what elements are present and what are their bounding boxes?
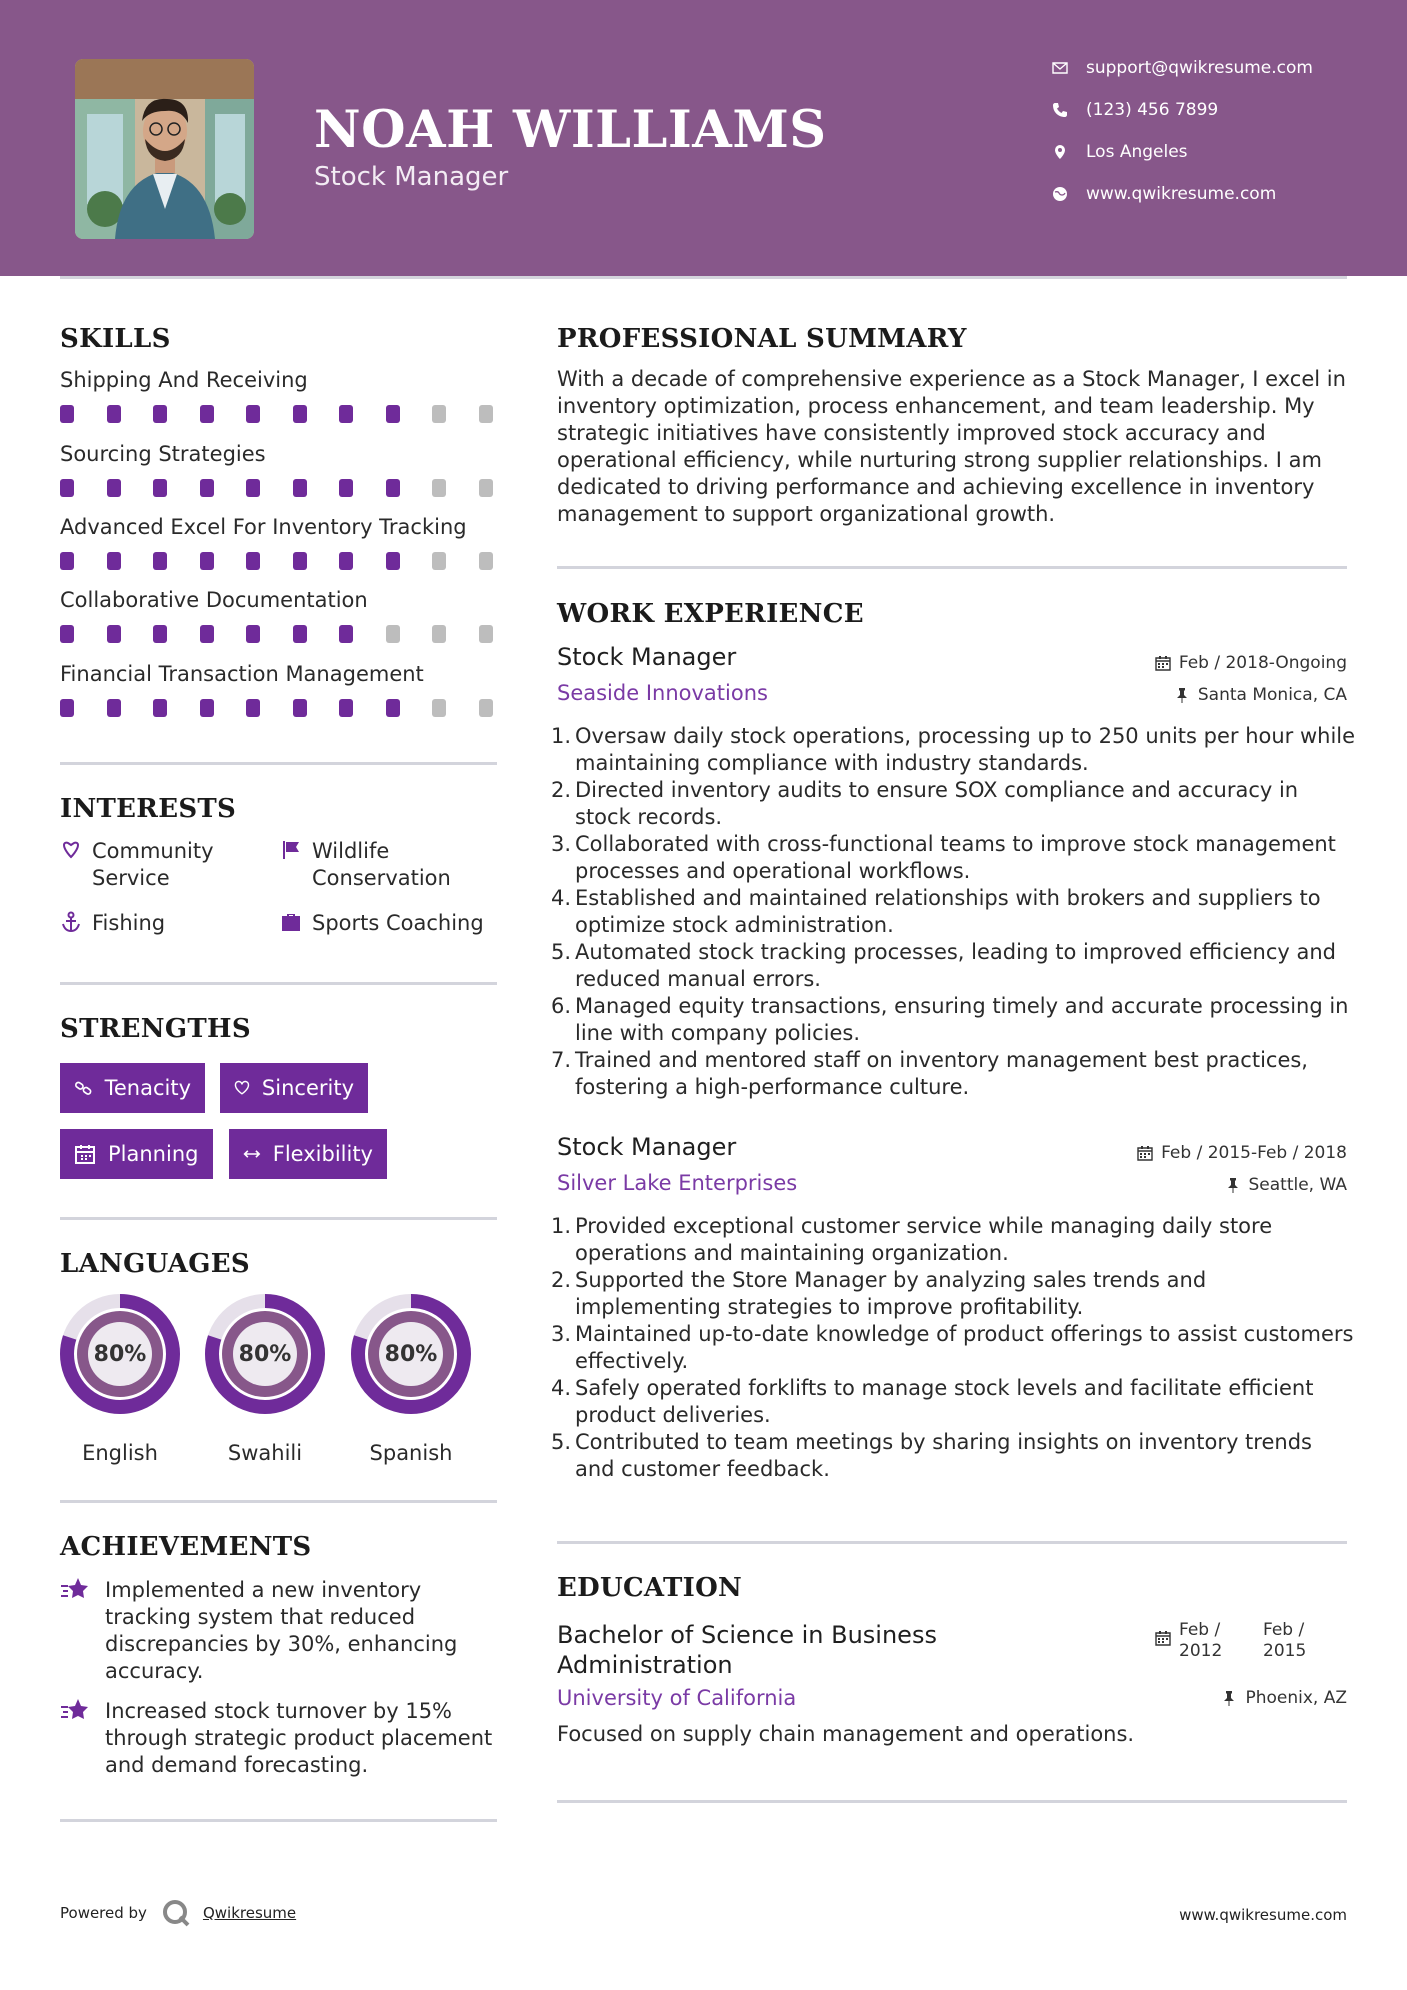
skill-rating	[60, 479, 502, 497]
rating-dot-empty	[432, 479, 446, 497]
rating-dot-empty	[479, 552, 493, 570]
list-item: 2. Supported the Store Manager by analyzing sales trends and implementing strategies to improve profitability.	[551, 1268, 1207, 1319]
rating-dot-filled	[153, 479, 167, 497]
pushpin-icon	[1221, 1690, 1237, 1706]
rating-dot-empty	[432, 625, 446, 643]
company-name: Silver Lake Enterprises	[557, 1171, 798, 1195]
skill-name: Sourcing Strategies	[60, 442, 266, 466]
rating-dot-filled	[60, 405, 74, 423]
section-divider	[60, 1819, 497, 1822]
skill-rating	[60, 405, 502, 423]
rating-dot-filled	[293, 552, 307, 570]
education-heading: EDUCATION	[557, 1573, 743, 1603]
rating-dot-filled	[386, 479, 400, 497]
interests-heading: INTERESTS	[60, 794, 237, 824]
achievement-text: Implemented a new inventory tracking system that reduced discrepancies by 30%, enhancing accuracy.	[105, 1578, 458, 1683]
rating-dot-filled	[200, 625, 214, 643]
star-icon	[60, 1698, 90, 1728]
rating-dot-filled	[386, 699, 400, 717]
rating-dot-filled	[107, 625, 121, 643]
contact-phone-text: (123) 456 7899	[1086, 100, 1219, 120]
rating-dot-filled	[386, 552, 400, 570]
skill-rating	[60, 699, 502, 717]
section-divider	[60, 1500, 497, 1503]
rating-dot-filled	[246, 699, 260, 717]
rating-dot-empty	[386, 625, 400, 643]
calendar-icon	[1137, 1145, 1153, 1161]
flag-icon	[280, 839, 304, 863]
brand-link[interactable]: Qwikresume	[202, 1904, 297, 1922]
powered-by-text: Powered by	[60, 1904, 147, 1922]
list-item: 2. Directed inventory audits to ensure SOX compliance and accuracy in stock records.	[551, 778, 1299, 829]
job-location-text: Seattle, WA	[1248, 1175, 1347, 1195]
rating-dot-empty	[479, 405, 493, 423]
strength-label: Planning	[108, 1142, 199, 1166]
rating-dot-filled	[60, 699, 74, 717]
rating-dot-filled	[107, 479, 121, 497]
star-icon	[60, 1577, 90, 1607]
contact-phone[interactable]	[1050, 100, 1218, 120]
school-name: University of California	[557, 1686, 797, 1710]
language-item	[350, 1293, 472, 1465]
interest-label: Service	[92, 866, 170, 890]
skill-rating	[60, 552, 502, 570]
section-divider	[557, 1800, 1347, 1803]
section-divider	[60, 762, 497, 765]
edu-start-month: Feb /	[1179, 1620, 1221, 1640]
footer-powered-by	[60, 1898, 296, 1928]
briefcase-icon	[280, 911, 304, 935]
contact-location	[1050, 142, 1188, 162]
rating-dot-filled	[339, 699, 353, 717]
degree-title: Bachelor of Science in Business Administration	[557, 1621, 937, 1679]
calendar-icon	[1155, 655, 1171, 671]
rating-dot-filled	[153, 625, 167, 643]
language-percent: 80%	[238, 1341, 292, 1367]
link-icon	[74, 1077, 93, 1099]
interest-item	[280, 838, 451, 892]
globe-icon	[1050, 184, 1070, 204]
rating-dot-empty	[479, 625, 493, 643]
job-role: Stock Manager	[557, 643, 737, 671]
section-divider	[60, 1217, 497, 1220]
rating-dot-filled	[246, 625, 260, 643]
list-item: 1. Oversaw daily stock operations, processing up to 250 units per hour while maintaining compliance with industry standards.	[551, 724, 1356, 775]
interest-item	[60, 910, 165, 937]
language-name: Swahili	[227, 1441, 303, 1465]
job-dates	[1155, 653, 1347, 673]
edu-start-year: 2012	[1179, 1641, 1223, 1661]
rating-dot-filled	[153, 552, 167, 570]
rating-dot-filled	[153, 405, 167, 423]
strength-badge	[229, 1129, 387, 1179]
qwikresume-logo	[161, 1898, 191, 1928]
skill-name: Advanced Excel For Inventory Tracking	[60, 515, 467, 539]
language-name: English	[82, 1441, 158, 1465]
mail-icon	[1050, 58, 1070, 78]
rating-dot-filled	[339, 479, 353, 497]
experience-heading: WORK EXPERIENCE	[557, 599, 864, 629]
location-pin-icon	[1050, 142, 1070, 162]
candidate-name: NOAH WILLIAMS	[314, 100, 827, 160]
job-bullets	[551, 723, 1357, 1101]
contact-email-text: support@qwikresume.com	[1086, 58, 1313, 78]
rating-dot-filled	[339, 552, 353, 570]
education-description: Focused on supply chain management and operations.	[557, 1722, 1135, 1746]
achievement-item	[60, 1698, 500, 1779]
rating-dot-empty	[479, 699, 493, 717]
job-location	[1225, 1175, 1348, 1195]
summary-heading: PROFESSIONAL SUMMARY	[557, 324, 967, 354]
job-bullets	[551, 1213, 1357, 1483]
list-item: 5. Contributed to team meetings by sharing insights on inventory trends and customer feedback.	[551, 1430, 1312, 1481]
rating-dot-filled	[60, 552, 74, 570]
contact-email[interactable]	[1050, 58, 1313, 78]
footer-url[interactable]: www.qwikresume.com	[1179, 1906, 1347, 1924]
rating-dot-filled	[153, 699, 167, 717]
anchor-icon	[60, 911, 84, 935]
edu-end-year: 2015	[1263, 1641, 1307, 1661]
interest-item	[280, 910, 484, 937]
list-item: 3. Collaborated with cross-functional teams to improve stock management processes and operational workflows.	[551, 832, 1336, 883]
phone-icon	[1050, 100, 1070, 120]
pushpin-icon	[1225, 1177, 1241, 1193]
rating-dot-empty	[432, 699, 446, 717]
rating-dot-empty	[479, 479, 493, 497]
strength-badge	[60, 1063, 205, 1113]
job-dates-text: Feb / 2018-Ongoing	[1178, 653, 1347, 673]
calendar-icon	[1155, 1630, 1171, 1646]
language-item	[204, 1293, 326, 1465]
rating-dot-filled	[246, 552, 260, 570]
list-item: 4. Established and maintained relationships with brokers and suppliers to optimize stock administration.	[551, 886, 1321, 937]
rating-dot-filled	[60, 479, 74, 497]
rating-dot-filled	[60, 625, 74, 643]
interest-label: Fishing	[92, 911, 166, 935]
interest-label: Wildlife	[312, 839, 390, 863]
education-dates	[1155, 1620, 1306, 1662]
list-item: 3. Maintained up-to-date knowledge of product offerings to assist customers effectively.	[551, 1322, 1354, 1373]
rating-dot-filled	[246, 405, 260, 423]
rating-dot-filled	[293, 699, 307, 717]
rating-dot-empty	[432, 405, 446, 423]
strength-label: Tenacity	[104, 1076, 191, 1100]
language-name: Spanish	[369, 1441, 453, 1465]
candidate-title: Stock Manager	[314, 162, 509, 192]
job-role: Stock Manager	[557, 1133, 737, 1161]
edu-end-month: Feb /	[1263, 1620, 1305, 1640]
language-percent: 80%	[93, 1341, 147, 1367]
job-location	[1174, 685, 1347, 705]
resume-header	[0, 0, 1407, 276]
strength-badge	[220, 1063, 368, 1113]
rating-dot-filled	[386, 405, 400, 423]
contact-location-text: Los Angeles	[1086, 142, 1188, 162]
list-item: 6. Managed equity transactions, ensuring timely and accurate processing in line with company policies.	[551, 994, 1349, 1045]
list-item: 1. Provided exceptional customer service while managing daily store operations and maintaining organization.	[551, 1214, 1273, 1265]
language-item	[59, 1293, 181, 1465]
section-divider	[557, 566, 1347, 569]
education-location-text: Phoenix, AZ	[1245, 1688, 1347, 1708]
interest-label: Conservation	[312, 866, 451, 890]
rating-dot-filled	[339, 625, 353, 643]
section-divider	[557, 1541, 1347, 1544]
pushpin-icon	[1174, 687, 1190, 703]
achievement-item	[60, 1577, 500, 1685]
strengths-heading: STRENGTHS	[60, 1014, 251, 1044]
summary-text: With a decade of comprehensive experience as a Stock Manager, I excel in inventory optimization, process enhancement, and team leadership. My strategic initiatives have consistently improved stock accuracy and operational efficiency, while nurturing strong supplier relationships. I am dedicated to driving performance and achieving excellence in inventory management to support organizational growth.	[557, 367, 1346, 526]
list-item: 4. Safely operated forklifts to manage stock levels and facilitate efficient product deliveries.	[551, 1376, 1314, 1427]
rating-dot-filled	[293, 625, 307, 643]
heart-icon	[234, 1077, 250, 1099]
company-name: Seaside Innovations	[557, 681, 768, 705]
strength-label: Flexibility	[272, 1142, 373, 1166]
rating-dot-filled	[293, 405, 307, 423]
rating-dot-filled	[107, 552, 121, 570]
achievements-heading: ACHIEVEMENTS	[60, 1532, 312, 1562]
rating-dot-filled	[200, 479, 214, 497]
rating-dot-empty	[432, 552, 446, 570]
calendar-icon	[74, 1143, 96, 1165]
job-dates-text: Feb / 2015-Feb / 2018	[1161, 1143, 1347, 1163]
rating-dot-filled	[339, 405, 353, 423]
strength-badge	[60, 1129, 213, 1179]
contact-website[interactable]	[1050, 184, 1276, 204]
rating-dot-filled	[200, 699, 214, 717]
languages-heading: LANGUAGES	[60, 1249, 250, 1279]
rating-dot-filled	[293, 479, 307, 497]
job-location-text: Santa Monica, CA	[1197, 685, 1347, 705]
skill-name: Shipping And Receiving	[60, 368, 308, 392]
profile-photo	[75, 59, 254, 239]
achievement-text: Increased stock turnover by 15% through strategic product placement and demand forecasting.	[105, 1699, 493, 1777]
contact-website-text: www.qwikresume.com	[1086, 184, 1277, 204]
interest-label: Community	[92, 839, 214, 863]
skill-name: Collaborative Documentation	[60, 588, 368, 612]
strength-label: Sincerity	[261, 1076, 354, 1100]
rating-dot-filled	[107, 699, 121, 717]
rating-dot-filled	[200, 405, 214, 423]
header-divider	[60, 276, 1347, 279]
skills-heading: SKILLS	[60, 324, 171, 354]
skill-rating	[60, 625, 502, 643]
interest-label: Sports Coaching	[312, 911, 484, 935]
list-item: 7. Trained and mentored staff on inventory management best practices, fostering a high-performance culture.	[551, 1048, 1308, 1099]
language-percent: 80%	[384, 1341, 438, 1367]
list-item: 5. Automated stock tracking processes, leading to improved efficiency and reduced manual errors.	[551, 940, 1336, 991]
arrows-horizontal-icon	[243, 1143, 261, 1165]
skill-name: Financial Transaction Management	[60, 662, 424, 686]
rating-dot-filled	[200, 552, 214, 570]
section-divider	[60, 982, 497, 985]
education-location	[1221, 1688, 1347, 1708]
job-dates	[1137, 1143, 1347, 1163]
rating-dot-filled	[107, 405, 121, 423]
interest-item	[60, 838, 214, 892]
hand-heart-icon	[60, 839, 84, 863]
rating-dot-filled	[246, 479, 260, 497]
